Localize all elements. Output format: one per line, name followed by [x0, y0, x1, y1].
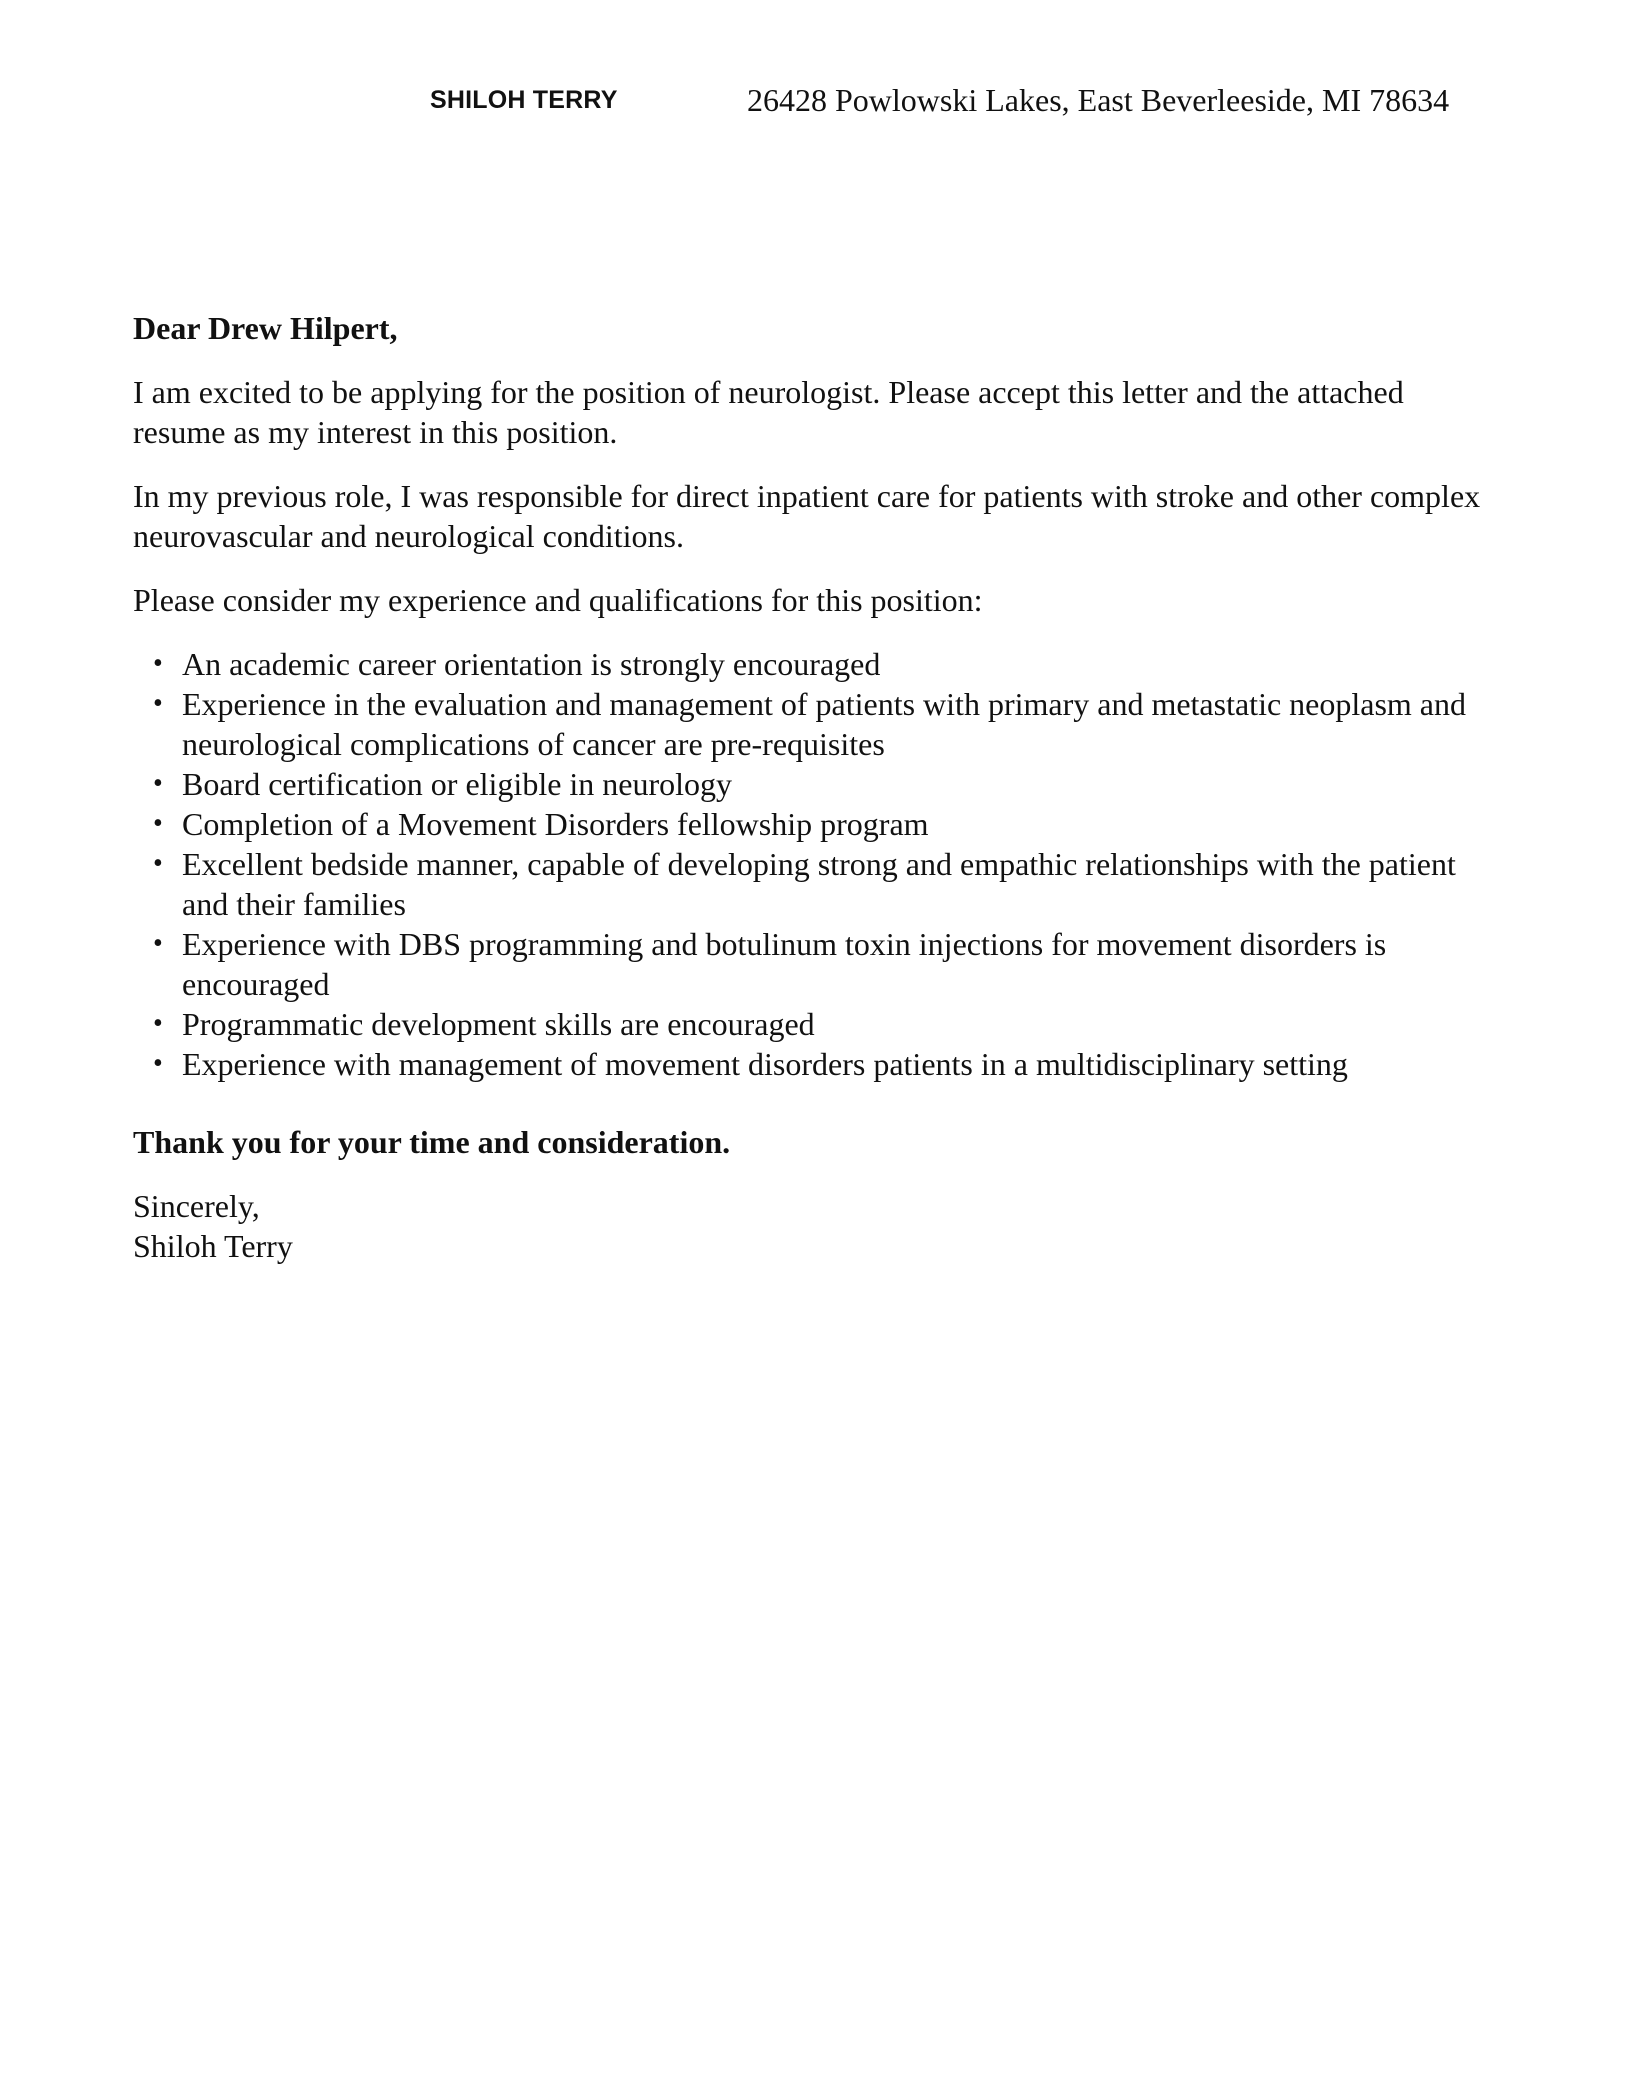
bullet-icon: •	[153, 768, 163, 799]
qualification-text: Experience in the evaluation and management of patients with primary and metastatic neoplasm and neurological complications of cancer are pre-requisites	[182, 686, 1466, 762]
bullet-icon: •	[153, 808, 163, 839]
list-item	[133, 844, 1503, 924]
bullet-icon: •	[153, 848, 163, 879]
bullet-icon: •	[153, 648, 163, 679]
letter-body	[133, 308, 1503, 1266]
sender-address: 26428 Powlowski Lakes, East Beverleeside, MI 78634	[747, 82, 1450, 118]
salutation: Dear Drew Hilpert,	[133, 310, 398, 346]
bullet-icon: •	[153, 1008, 163, 1039]
signoff: Sincerely,	[133, 1188, 260, 1224]
qualification-text: Excellent bedside manner, capable of developing strong and empathic relationships with the patient and their families	[182, 846, 1456, 922]
list-item	[133, 804, 1503, 844]
list-item	[133, 644, 1503, 684]
list-item	[133, 924, 1503, 1004]
list-item	[133, 1044, 1503, 1084]
qualifications-intro: Please consider my experience and qualifications for this position:	[133, 582, 983, 618]
closing-line: Thank you for your time and consideration.	[133, 1124, 731, 1160]
bullet-icon: •	[153, 688, 163, 719]
signature-name: Shiloh Terry	[133, 1228, 293, 1264]
list-item	[133, 764, 1503, 804]
qualifications-list	[133, 644, 1503, 1084]
list-item	[133, 684, 1503, 764]
qualification-text: Programmatic development skills are encouraged	[182, 1006, 815, 1042]
letter-header	[0, 82, 1632, 122]
qualification-text: Experience with DBS programming and botulinum toxin injections for movement disorders is encouraged	[182, 926, 1387, 1002]
qualification-text: Completion of a Movement Disorders fellowship program	[182, 806, 929, 842]
sender-name: SHILOH TERRY	[430, 86, 618, 114]
bullet-icon: •	[153, 1048, 163, 1079]
qualification-text: An academic career orientation is strongly encouraged	[182, 646, 881, 682]
experience-paragraph: In my previous role, I was responsible for direct inpatient care for patients with stroke and other complex neurovascular and neurological conditions.	[133, 478, 1481, 554]
list-item	[133, 1004, 1503, 1044]
qualification-text: Experience with management of movement disorders patients in a multidisciplinary setting	[182, 1046, 1348, 1082]
intro-paragraph: I am excited to be applying for the position of neurologist. Please accept this letter and the attached resume as my interest in this position.	[133, 374, 1404, 450]
bullet-icon: •	[153, 928, 163, 959]
qualification-text: Board certification or eligible in neurology	[182, 766, 733, 802]
